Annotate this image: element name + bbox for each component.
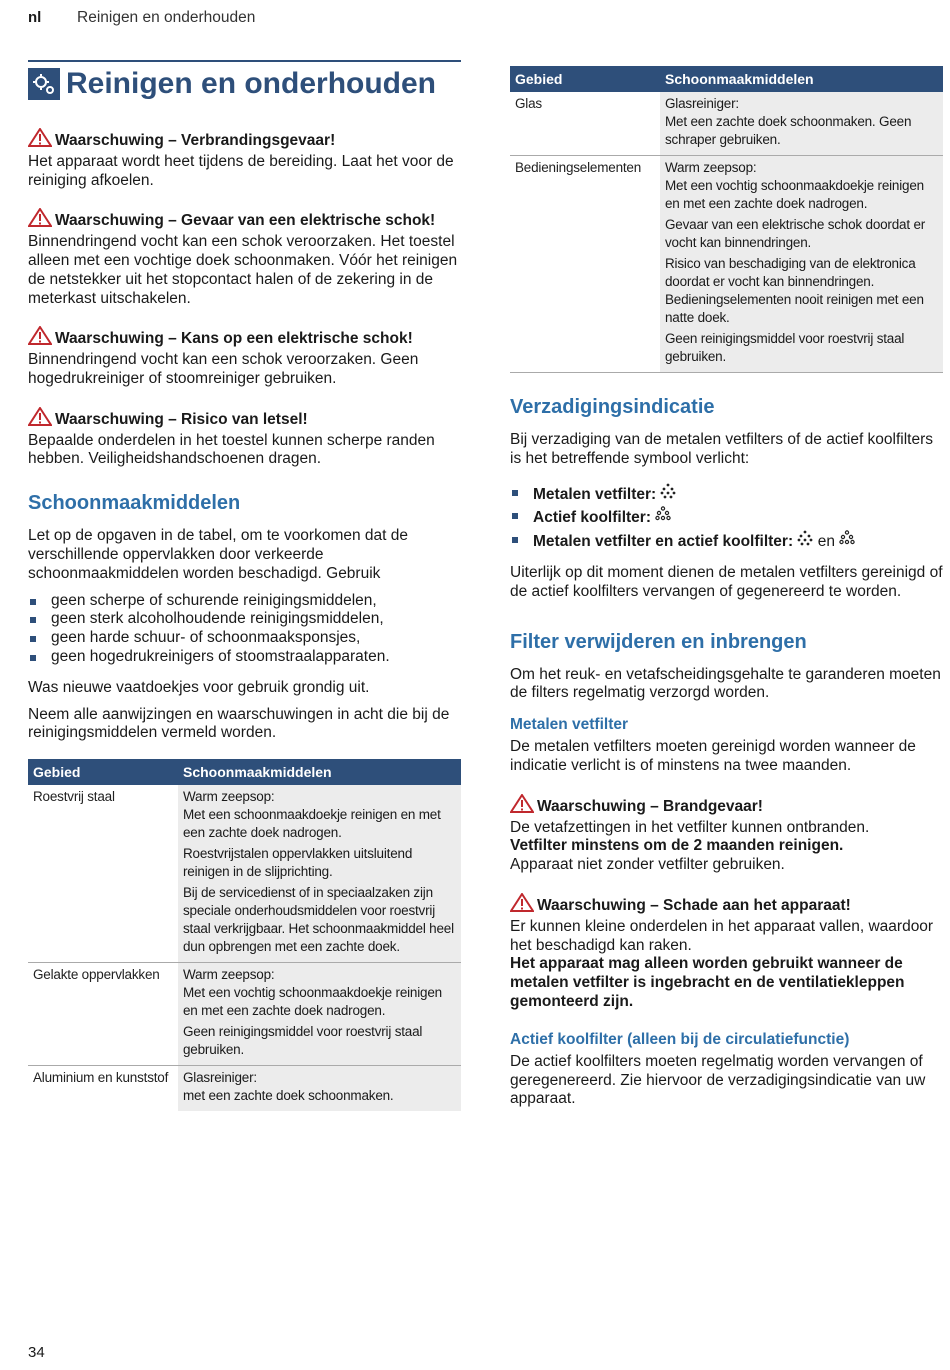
warning-triangle-icon	[510, 794, 534, 819]
agent-line: Met een vochtig schoonmaakdoekje reinigen en met een zachte doek nadrogen.	[665, 178, 924, 211]
grease-filter-icon	[660, 486, 676, 503]
warning-head: Waarschuwing – Verbrandingsgevaar!	[55, 132, 336, 149]
table-row	[28, 785, 461, 963]
bullet-label: Metalen vetfilter en actief koolfilter:	[533, 533, 794, 551]
table-row	[510, 156, 943, 373]
metal-filter-heading: Metalen vetfilter	[510, 716, 629, 734]
table-cell-agent	[178, 1066, 461, 1112]
warning-body: Het apparaat wordt heet tijdens de bereiding. Laat het voor de reiniging afkoelen.	[28, 152, 454, 189]
saturation-heading: Verzadigingsindicatie	[510, 396, 715, 418]
para-instructions: Neem alle aanwijzingen en waarschuwingen in acht die bij de reinigingsmiddelen vermeld worden.	[28, 705, 450, 742]
warning-triangle-icon	[510, 893, 534, 918]
bullet-label: Actief koolfilter:	[533, 509, 651, 527]
saturation-after: Uiterlijk op dit moment dienen de metalen vetfilters gereinigd of de actief koolfilters vervangen of gegenereerd te worden.	[510, 563, 943, 600]
warning-body: De vetafzettingen in het vetfilter kunnen ontbranden.	[510, 818, 870, 836]
filter-intro: Om het reuk- en vetafscheidingsgehalte te garanderen moeten de filters regelmatig verzorgd worden.	[510, 665, 941, 702]
agent-line: Met een schoonmaakdoekje reinigen en met een zachte doek nadrogen.	[183, 807, 441, 841]
bullet-suffix: en	[817, 533, 835, 551]
list-item: geen harde schuur- of schoonmaaksponsjes,	[28, 629, 461, 648]
saturation-intro: Bij verzadiging van de metalen vetfilters of de actief koolfilters is het betreffende symbool verlicht:	[510, 431, 934, 467]
list-item: geen hogedrukreinigers of stoomstraalapparaten.	[28, 648, 461, 667]
agent-title: Glasreiniger:	[183, 1070, 257, 1086]
agent-title: Warm zeepsop:	[665, 160, 757, 175]
table-cell-agent	[660, 92, 943, 156]
para-wash: Was nieuwe vaatdoekjes voor gebruik grondig uit.	[28, 678, 370, 696]
warning-electric-chance	[28, 326, 461, 388]
agent-line: Met een vochtig schoonmaakdoekje reinigen en met een zachte doek nadrogen.	[183, 985, 442, 1019]
table-header-area: Gebied	[28, 759, 178, 785]
agent-line: Risico van beschadiging van de elektronica doordat er vocht kan binnendringen. Bedieningselementen nooit reinigen met een natte doek.	[665, 256, 924, 325]
header-lang: nl	[28, 9, 42, 26]
warning-head: Waarschuwing – Gevaar van een elektrische schok!	[55, 212, 436, 230]
left-column	[28, 60, 461, 1111]
table-cell-area: Roestvrij staal	[28, 785, 178, 963]
agent-line: Gevaar van een elektrische schok doordat er vocht kan binnendringen.	[665, 217, 926, 250]
right-column	[510, 66, 943, 1117]
agent-title: Glasreiniger:	[665, 96, 739, 111]
metal-filter-text: De metalen vetfilters moeten gereinigd worden wanneer de indicatie verlicht is of minstens na twee maanden.	[510, 738, 916, 774]
carbon-filter-heading: Actief koolfilter (alleen bij de circulatiefunctie)	[510, 1030, 850, 1048]
warning-fire	[510, 794, 943, 875]
warning-body: Binnendringend vocht kan een schok veroorzaken. Geen hogedrukreiniger of stoomreiniger gebruiken.	[28, 351, 419, 387]
warning-head: Waarschuwing – Kans op een elektrische schok!	[55, 330, 413, 348]
agent-line: Bij de servicedienst of in speciaalzaken zijn speciale onderhoudsmiddelen voor roestvrij staal verkrijgbaar. Het schoonmaakmiddel heel dun opbrengen met een zachte doek.	[183, 885, 454, 955]
agent-line: Geen reinigingsmiddel voor roestvrij staal gebruiken.	[183, 1024, 423, 1058]
agent-line: Met een zachte doek schoonmaken. Geen schraper gebruiken.	[665, 114, 912, 147]
table-cell-area: Glas	[510, 92, 660, 156]
grease-filter-icon	[797, 533, 813, 550]
agent-title: Warm zeepsop:	[183, 967, 275, 983]
cleaning-gear-icon	[28, 68, 60, 100]
table-cell-area: Aluminium en kunststof	[33, 1070, 169, 1086]
agent-line: met een zachte doek schoonmaken.	[183, 1088, 394, 1104]
table-header-agent: Schoonmaakmiddelen	[660, 66, 943, 92]
filter-heading: Filter verwijderen en inbrengen	[510, 630, 807, 653]
header-title: Reinigen en onderhouden	[77, 9, 256, 26]
table-cell-area: Bedieningselementen	[510, 156, 660, 373]
warning-head: Waarschuwing – Brandgevaar!	[537, 797, 763, 815]
saturation-bullets	[510, 483, 943, 552]
cleaning-heading: Schoonmaakmiddelen	[28, 492, 241, 515]
list-item: geen scherpe of schurende reinigingsmiddelen,	[28, 592, 461, 611]
warning-injury	[28, 407, 461, 469]
table-cell-area: Gelakte oppervlakken	[28, 963, 178, 1066]
list-item	[510, 483, 943, 505]
list-item	[510, 530, 943, 552]
warning-damage	[510, 893, 943, 1012]
warning-body-bold: Het apparaat mag alleen worden gebruikt wanneer de metalen vetfilter is ingebracht en de ventilatiekleppen gemonteerd zijn.	[510, 955, 905, 1010]
warning-body-bold: Vetfilter minstens om de 2 maanden reinigen.	[510, 837, 844, 855]
list-item: geen sterk alcoholhoudende reinigingsmiddelen,	[28, 610, 461, 629]
warning-body: Apparaat niet zonder vetfilter gebruiken.	[510, 856, 785, 874]
table-row	[28, 1066, 461, 1112]
warning-head: Waarschuwing – Risico van letsel!	[55, 410, 308, 428]
warning-electric-shock	[28, 208, 461, 308]
list-item	[510, 506, 943, 528]
table-header-agent: Schoonmaakmiddelen	[178, 759, 461, 785]
agent-line: Roestvrijstalen oppervlakken uitsluitend reinigen in de slijprichting.	[183, 846, 413, 880]
table-cell-agent	[178, 963, 461, 1066]
agent-title: Warm zeepsop:	[183, 789, 275, 805]
cleaning-bullets	[28, 592, 461, 667]
warning-body: Er kunnen kleine onderdelen in het apparaat vallen, waardoor het beschadigd kan raken.	[510, 917, 934, 954]
table-cell-agent	[178, 785, 461, 963]
page-number: 34	[28, 1344, 45, 1361]
warning-body: Bepaalde onderdelen in het toestel kunnen scherpe randen hebben. Veiligheidshandschoenen dragen.	[28, 431, 435, 468]
bullet-label: Metalen vetfilter:	[533, 485, 657, 503]
carbon-filter-icon	[655, 509, 671, 526]
cleaning-table-right	[510, 66, 943, 373]
page-title: Reinigen en onderhouden	[66, 67, 437, 100]
warning-body: Binnendringend vocht kan een schok veroorzaken. Het toestel alleen met een vochtige doek schoonmaken. Vóór het reinigen de netstekker uit het stopcontact halen of de zekering in de meterkast uitschakelen.	[28, 233, 458, 307]
carbon-filter-icon	[839, 533, 855, 550]
carbon-filter-text: De actief koolfilters moeten regelmatig worden vervangen of geregenereerd. Zie hiervoor de verzadigingsindicatie van uw apparaat.	[510, 1052, 926, 1108]
table-cell-agent	[660, 156, 943, 373]
cleaning-intro: Let op de opgaven in de tabel, om te voorkomen dat de verschillende oppervlakken door verkeerde schoonmaakmiddelen worden beschadigd. Gebruik	[28, 527, 409, 582]
warning-head: Waarschuwing – Schade aan het apparaat!	[537, 896, 851, 914]
warning-triangle-icon	[28, 326, 52, 351]
table-row	[510, 92, 943, 156]
cleaning-table-left	[28, 759, 461, 1111]
agent-line: Geen reinigingsmiddel voor roestvrij staal gebruiken.	[665, 331, 905, 364]
warning-triangle-icon	[28, 407, 52, 432]
table-header-area: Gebied	[510, 66, 660, 92]
table-row	[28, 963, 461, 1066]
warning-burn	[28, 128, 461, 190]
warning-triangle-icon	[28, 208, 52, 233]
section-title-bar	[28, 60, 461, 104]
warning-triangle-icon	[28, 128, 52, 153]
